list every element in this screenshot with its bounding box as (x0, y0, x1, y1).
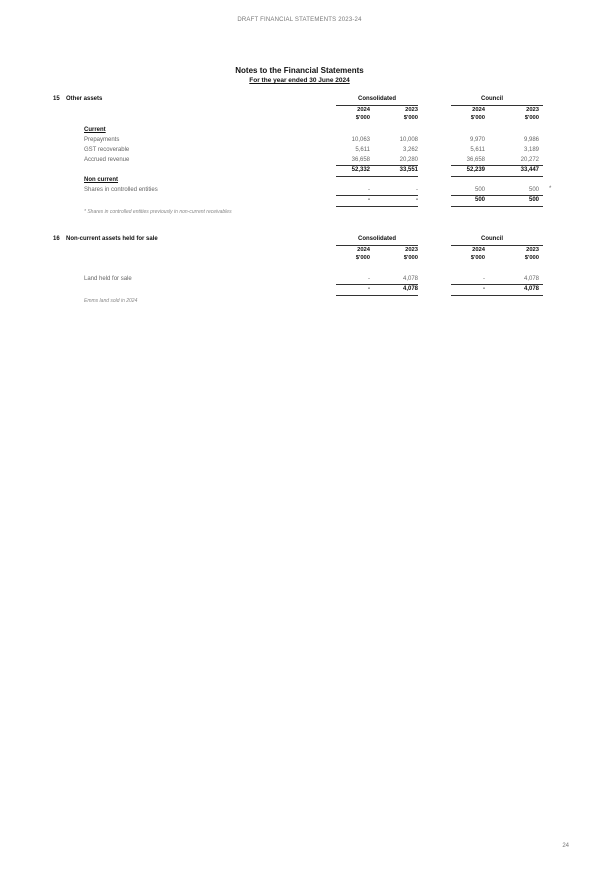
note-number: 15 (53, 96, 60, 102)
column-unit: $'000 (524, 255, 539, 261)
footnote: Emms land sold in 2024 (84, 298, 138, 304)
note-number: 16 (53, 236, 60, 242)
column-unit: $'000 (355, 115, 370, 121)
total-cell: - (483, 286, 485, 292)
column-year: 2023 (405, 107, 418, 113)
column-header (505, 106, 539, 122)
column-unit: $'000 (524, 115, 539, 121)
note-16-heading (53, 236, 158, 242)
column-header (336, 246, 370, 262)
table-cell: 4,078 (523, 276, 539, 282)
total-cell: 33,551 (399, 167, 418, 173)
total-rule (451, 295, 543, 296)
column-year: 2024 (357, 107, 370, 113)
total-rule (336, 284, 418, 285)
table-cell: - (416, 187, 418, 193)
table-cell: 9,970 (469, 137, 485, 143)
column-unit: $'000 (403, 115, 418, 121)
total-cell: - (416, 197, 418, 203)
table-cell: 500 (528, 187, 539, 193)
column-header (505, 246, 539, 262)
footnote: * Shares in controlled entities previously in non-current receivables (84, 209, 232, 215)
total-rule (336, 295, 418, 296)
section-current: Current (84, 127, 106, 133)
row-label: GST recoverable (84, 147, 130, 153)
total-rule (451, 176, 543, 177)
section-non-current: Non current (84, 177, 119, 183)
total-cell: - (368, 286, 370, 292)
note-title: Other assets (66, 96, 103, 102)
column-unit: $'000 (403, 255, 418, 261)
total-cell: - (368, 197, 370, 203)
column-header (384, 246, 418, 262)
row-label: Prepayments (84, 137, 120, 143)
column-header (451, 106, 485, 122)
column-year: 2024 (472, 107, 485, 113)
column-year: 2023 (526, 107, 539, 113)
group-consolidated: Consolidated (357, 236, 396, 242)
draft-header: DRAFT FINANCIAL STATEMENTS 2023-24 (237, 17, 362, 23)
column-unit: $'000 (355, 255, 370, 261)
note-15-heading (53, 96, 102, 102)
table-cell: 500 (474, 187, 485, 193)
table-cell: 36,658 (466, 157, 485, 163)
group-council: Council (481, 96, 503, 102)
total-rule (451, 165, 543, 166)
column-year: 2024 (472, 247, 485, 253)
total-rule (451, 284, 543, 285)
footnote-marker: * (549, 186, 552, 192)
table-cell: 20,272 (520, 157, 539, 163)
total-rule (336, 176, 418, 177)
total-cell: 52,239 (466, 167, 485, 173)
group-council: Council (481, 236, 503, 242)
table-cell: - (368, 187, 370, 193)
table-cell: - (483, 276, 485, 282)
total-cell: 4,078 (402, 286, 418, 292)
page-title: Notes to the Financial Statements (235, 66, 364, 75)
page-number: 24 (562, 843, 569, 849)
group-consolidated: Consolidated (357, 96, 396, 102)
table-cell: 10,063 (351, 137, 370, 143)
table-cell: - (368, 276, 370, 282)
total-cell: 33,447 (520, 167, 539, 173)
column-header (451, 246, 485, 262)
total-rule (336, 195, 418, 196)
total-rule (336, 206, 418, 207)
total-rule (336, 165, 418, 166)
table-cell: 5,611 (355, 147, 370, 153)
column-header (384, 106, 418, 122)
note-title: Non-current assets held for sale (66, 236, 158, 242)
table-cell: 36,658 (351, 157, 370, 163)
table-cell: 5,611 (470, 147, 485, 153)
row-label: Accrued revenue (84, 157, 130, 163)
total-cell: 500 (528, 197, 539, 203)
total-cell: 500 (474, 197, 485, 203)
row-label: Land held for sale (84, 276, 132, 282)
column-unit: $'000 (470, 115, 485, 121)
table-cell: 4,078 (402, 276, 418, 282)
total-cell: 4,078 (523, 286, 539, 292)
table-cell: 3,262 (402, 147, 418, 153)
column-header (336, 106, 370, 122)
column-unit: $'000 (470, 255, 485, 261)
total-rule (451, 195, 543, 196)
column-year: 2023 (526, 247, 539, 253)
table-cell: 3,189 (523, 147, 539, 153)
column-year: 2023 (405, 247, 418, 253)
total-cell: 52,332 (351, 167, 370, 173)
table-cell: 9,986 (523, 137, 539, 143)
table-cell: 20,280 (399, 157, 418, 163)
page-subtitle: For the year ended 30 June 2024 (249, 77, 350, 84)
column-year: 2024 (357, 247, 370, 253)
table-cell: 10,008 (399, 137, 418, 143)
total-rule (451, 206, 543, 207)
row-label: Shares in controlled entities (84, 187, 158, 193)
